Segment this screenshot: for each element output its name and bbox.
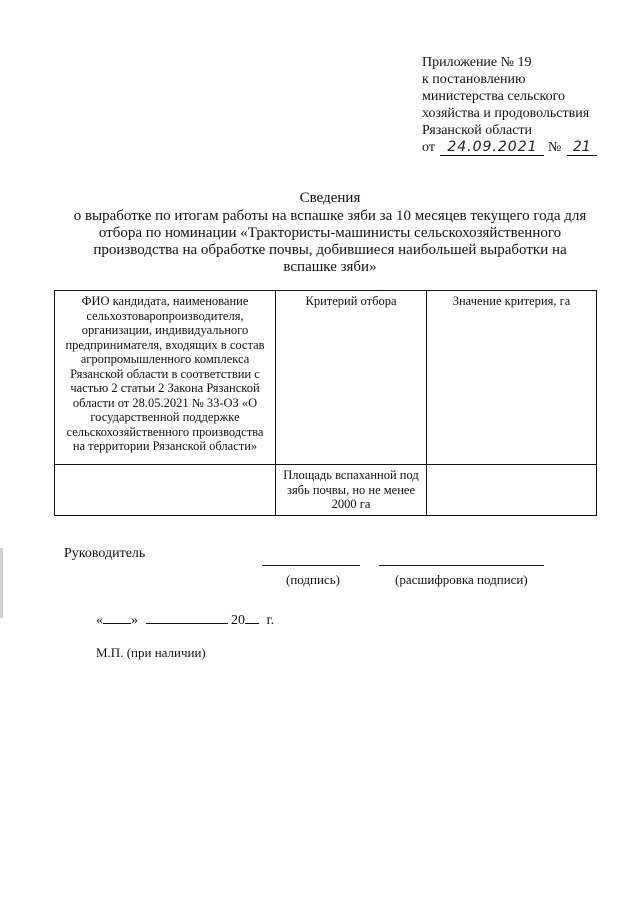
close-quote: »	[131, 613, 138, 628]
stamp-note: М.П. (при наличии)	[96, 645, 206, 660]
date-row	[96, 611, 274, 629]
signature-decode-line[interactable]	[379, 565, 544, 566]
cell-candidate[interactable]	[55, 465, 276, 516]
signature-decode-caption: (расшифровка подписи)	[395, 572, 528, 587]
appendix-line-1: Приложение № 19	[422, 55, 532, 70]
from-label: от	[422, 140, 435, 155]
criteria-table	[54, 290, 597, 516]
appendix-line-2: к постановлению	[422, 72, 526, 87]
table-header-row	[55, 291, 597, 465]
open-quote: «	[96, 613, 103, 628]
signature-caption: (подпись)	[286, 572, 340, 587]
year-blank[interactable]	[245, 611, 259, 624]
header-criterion: Критерий отбора	[276, 291, 427, 465]
table-row	[55, 465, 597, 516]
header-candidate: ФИО кандидата, наименование сельхозтоваропроизводителя, организации, индивидуального предпринимателя, входящих в состав агропромышленного комплекса Рязанской области в соответствии с частью 2 статьи 2 Закона Рязанской области от 28.05.2021 № 33-ОЗ «О государственной поддержке сельскохозяйственного производства на территории Рязанской области»	[55, 291, 276, 465]
appendix-block	[422, 54, 622, 156]
number-label: №	[547, 140, 562, 155]
title-line-2: отбора по номинации «Трактористы-машинисты сельскохозяйственного	[98, 225, 562, 241]
handwritten-date: 24.09.2021	[440, 140, 544, 156]
day-blank[interactable]	[103, 611, 131, 624]
document-title	[40, 190, 620, 276]
cell-value[interactable]	[427, 465, 597, 516]
scan-margin-mark	[0, 548, 3, 618]
title-line-3: производства на обработке почвы, добившиеся наибольшей выработки на	[93, 242, 567, 258]
year-prefix: 20	[231, 613, 245, 628]
title-heading: Сведения	[299, 190, 361, 206]
header-criterion-value: Значение критерия, га	[427, 291, 597, 465]
cell-criterion: Площадь вспаханной под зябь почвы, но не менее 2000 га	[276, 465, 427, 516]
year-suffix: г.	[266, 613, 275, 628]
signature-line[interactable]	[262, 565, 360, 566]
appendix-line-4: хозяйства и продовольствия	[422, 106, 590, 121]
handwritten-number: 21	[567, 140, 597, 156]
appendix-line-5: Рязанской области	[422, 123, 533, 138]
month-blank[interactable]	[146, 611, 228, 624]
title-line-4: вспашке зяби»	[283, 259, 377, 275]
appendix-date-line	[422, 139, 622, 156]
head-label: Руководитель	[64, 546, 146, 561]
title-line-1: о выработке по итогам работы на вспашке зяби за 10 месяцев текущего года для	[73, 208, 587, 224]
appendix-line-3: министерства сельского	[422, 89, 566, 104]
